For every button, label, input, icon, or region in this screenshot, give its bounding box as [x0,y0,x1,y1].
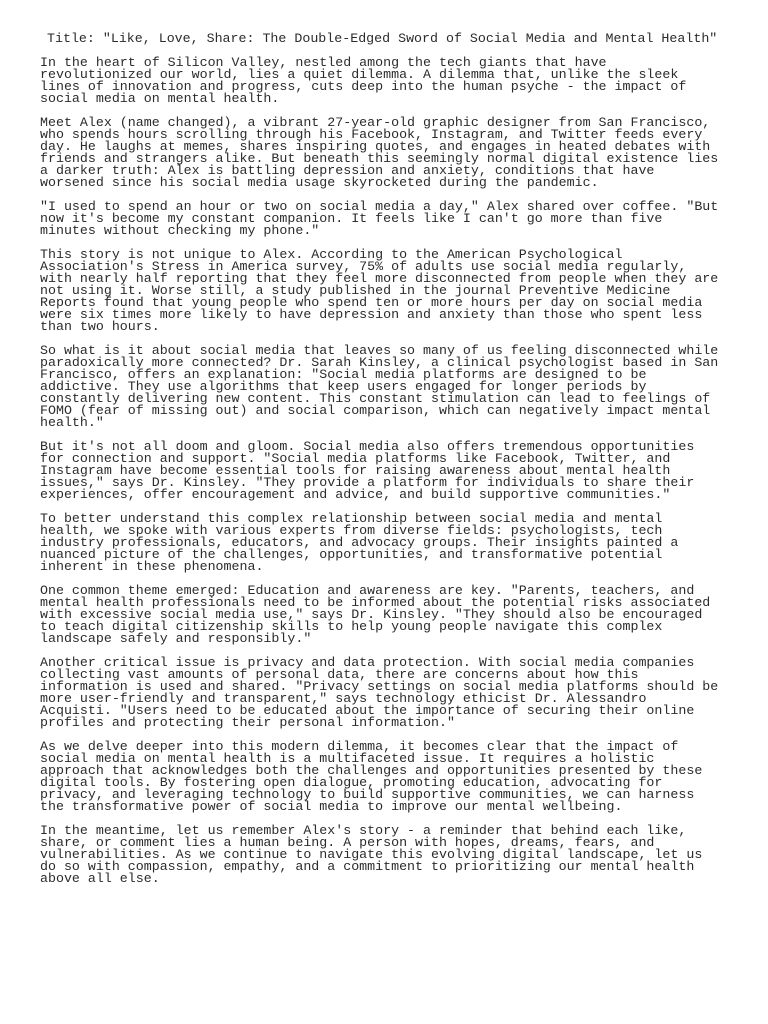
paragraph-8: One common theme emerged: Education and awareness are key. "Parents, teachers, and mental health professionals need to be informed about the potential risks associated with excessive social media use," says Dr. Kinsley. "They should also be encouraged to teach digital citizenship skills to help young people navigate this complex landscape safely and responsibly." [40,583,711,646]
paragraph-7: To better understand this complex relationship between social media and mental health, we spoke with various experts from diverse fields: psychologists, tech industry professionals, educators, and advocacy groups. Their insights painted a nuanced picture of the challenges, opportunities, and transformative potential inherent in these phenomena. [40,511,679,574]
paragraph-3: "I used to spend an hour or two on social media a day," Alex shared over coffee. "But now it's become my constant companion. It feels like I can't go more than five minutes without checking my phone." [40,199,719,238]
paragraph-1: In the heart of Silicon Valley, nestled among the tech giants that have revolutionized our world, lies a quiet dilemma. A dilemma that, unlike the sleek lines of innovation and progress, cuts deep into the human psyche - the impact of social media on mental health. [40,55,687,106]
paragraph-11: In the meantime, let us remember Alex's story - a reminder that behind each like, share, or comment lies a human being. A person with hopes, dreams, fears, and vulnerabilities. As we continue to navigate this evolving digital landscape, let us do so with compassion, empathy, and a commitment to prioritizing our mental health above all else. [40,823,703,886]
paragraph-2: Meet Alex (name changed), a vibrant 27-year-old graphic designer from San Francisco, who spends hours scrolling through his Facebook, Instagram, and Twitter feeds every day. He laughs at memes, shares inspiring quotes, and engages in heated debates with friends and strangers alike. But beneath this seemingly normal digital existence lies a darker truth: Alex is battling depression and anxiety, conditions that have worsened since his social media usage skyrocketed during the pandemic. [40,115,719,190]
paragraph-6: But it's not all doom and gloom. Social media also offers tremendous opportunities for connection and support. "Social media platforms like Facebook, Twitter, and Instagram have become essential tools for raising awareness about mental health issues," says Dr. Kinsley. "They provide a platform for individuals to share their experiences, offer encouragement and advice, and build supportive communities." [40,439,695,502]
paragraph-9: Another critical issue is privacy and data protection. With social media companies collecting vast amounts of personal data, there are concerns about how this information is used and shared. "Privacy settings on social media platforms should be more user-friendly and transparent," says technology ethicist Dr. Alessandro Acquisti. "Users need to be educated about the importance of securing their online profiles and protecting their personal information." [40,655,719,730]
document-title: Title: "Like, Love, Share: The Double-Edged Sword of Social Media and Mental Health" [47,31,718,46]
paragraph-4: This story is not unique to Alex. According to the American Psychological Association's Stress in America survey, 75% of adults use social media regularly, with nearly half reporting that they feel more disconnected from people when they are not using it. Worse still, a study published in the journal Preventive Medicine Reports found that young people who spend ten or more hours per day on social media were six times more likely to have depression and anxiety than those who spent less than two hours. [40,247,719,334]
document-page [40,33,740,897]
paragraph-5: So what is it about social media that leaves so many of us feeling disconnected while paradoxically more connected? Dr. Sarah Kinsley, a clinical psychologist based in San Francisco, offers an explanation: "Social media platforms are designed to be addictive. They use algorithms that keep users engaged for longer periods by constantly delivering new content. This constant stimulation can lead to feelings of FOMO (fear of missing out) and social comparison, which can negatively impact mental health." [40,343,719,430]
paragraph-10: As we delve deeper into this modern dilemma, it becomes clear that the impact of social media on mental health is a multifaceted issue. It requires a holistic approach that acknowledges both the challenges and opportunities presented by these digital tools. By fostering open dialogue, promoting education, advocating for privacy, and leveraging technology to build supportive communities, we can harness the transformative power of social media to improve our mental wellbeing. [40,739,703,814]
